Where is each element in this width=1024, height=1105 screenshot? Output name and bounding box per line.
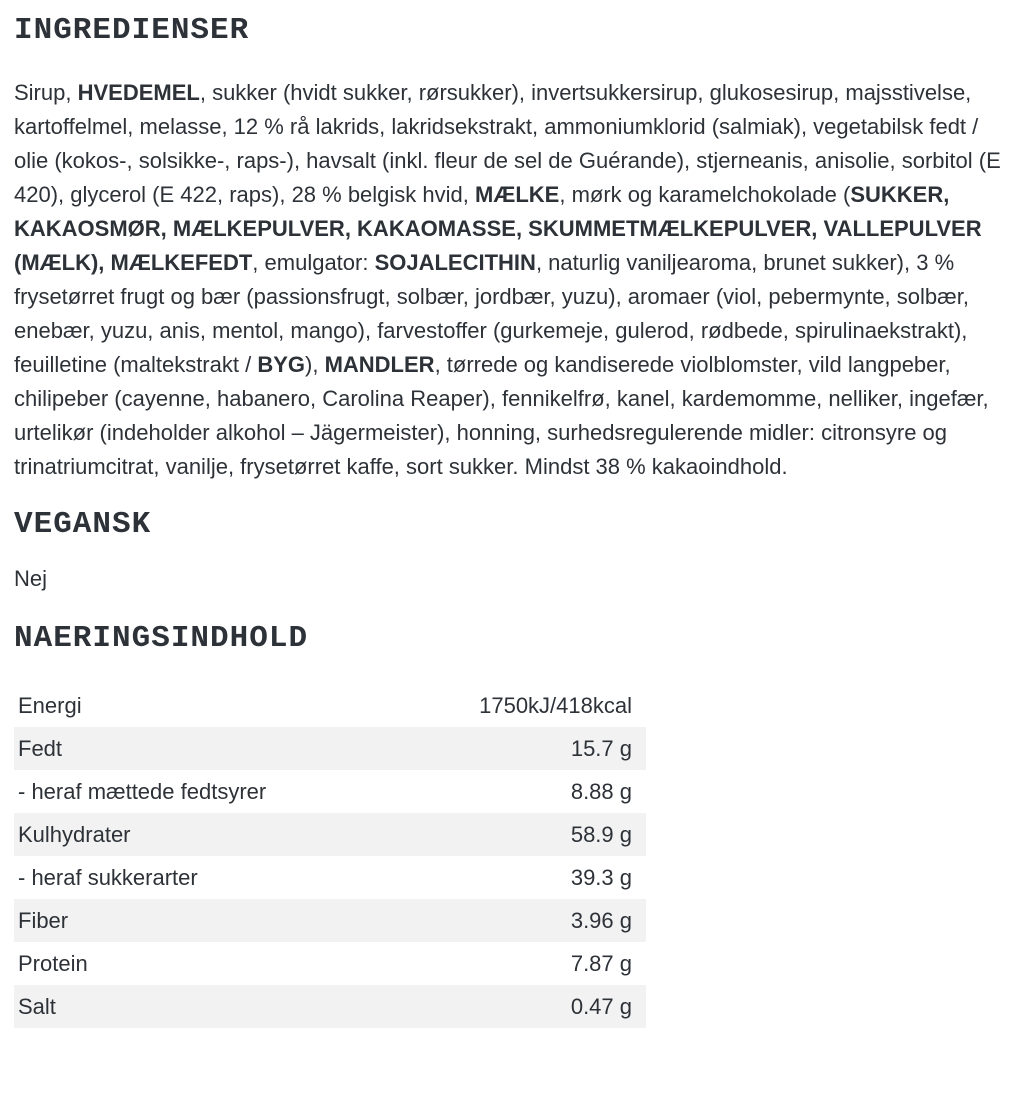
nutrition-row-label: Kulhydrater [18, 822, 131, 847]
nutrition-row-label: Fedt [18, 736, 63, 761]
ingredient-text: Sirup, [14, 80, 78, 105]
ingredients-heading: INGREDIENSER [14, 13, 250, 48]
nutrition-row [14, 770, 646, 813]
nutrition-row-value: 15.7 g [570, 736, 632, 761]
nutrition-row [14, 684, 646, 727]
ingredient-text: , sukker (hvidt sukker, rørsukker), invertsukkersirup, glukosesirup, majsstivelse, kartoffelmel, melasse, 12 % rå lakrids, lakridsekstrakt, ammoniumklorid (salmiak), vegetabilsk fedt / olie (kokos-, solsikke-, raps-), havsalt (inkl. fleur de sel de Guérande), stjerneanis, anisolie, sorbitol (E 420), glycerol (E 422, raps), 28 % belgisk hvid, [14, 80, 1001, 207]
nutrition-row-value: 7.87 g [570, 951, 632, 976]
ingredient-allergen-text: MÆLKE [475, 182, 560, 207]
nutrition-row [14, 942, 646, 985]
nutrition-row [14, 856, 646, 899]
ingredient-text: , emulgator: [252, 250, 375, 275]
ingredient-text: , naturlig vaniljearoma, brunet sukker), 3 % frysetørret frugt og bær (passionsfrugt, solbær, jordbær, yuzu), aromaer (viol, pebermynte, solbær, enebær, yuzu, anis, mentol, mango), farvestoffer (gurkemeje, gulerod, rødbede, spirulinaekstrakt), feuilletine (maltekstrakt / [14, 250, 969, 377]
ingredient-allergen-text: SUKKER, KAKAOSMØR, MÆLKEPULVER, KAKAOMASSE, SKUMMETMÆLKEPULVER, VALLEPULVER (MÆLK), MÆLKEFEDT [14, 182, 982, 275]
nutrition-row-value: 1750kJ/418kcal [479, 693, 632, 718]
nutrition-row-label: - heraf mættede fedtsyrer [18, 779, 267, 804]
nutrition-row-value: 8.88 g [570, 779, 632, 804]
vegan-heading: VEGANSK [14, 507, 152, 542]
nutrition-row [14, 813, 646, 856]
nutrition-row-label: Salt [18, 994, 56, 1019]
nutrition-row-label: Energi [18, 693, 82, 718]
nutrition-row [14, 985, 646, 1028]
nutrition-row-value: 3.96 g [570, 908, 632, 933]
nutrition-row-value: 39.3 g [570, 865, 632, 890]
nutrition-row-label: Protein [18, 951, 88, 976]
nutrition-row-value: 58.9 g [570, 822, 632, 847]
ingredients-text [14, 76, 1010, 484]
ingredient-text: , mørk og karamelchokolade ( [559, 182, 851, 207]
ingredient-allergen-text: BYG [257, 352, 305, 377]
ingredient-text: ), [305, 352, 325, 377]
ingredient-allergen-text: HVEDEMEL [77, 80, 200, 105]
ingredient-text: , tørrede og kandiserede violblomster, vild langpeber, chilipeber (cayenne, habanero, Carolina Reaper), fennikelfrø, kanel, kardemomme, nelliker, ingefær, urtelikør (indeholder alkohol – Jägermeister), honning, surhedsregulerende midler: citronsyre og trinatriumcitrat, vanilje, frysetørret kaffe, sort sukker. Mindst 38 % kakaoindhold. [14, 352, 989, 479]
ingredient-allergen-text: SOJALECITHIN [374, 250, 536, 275]
nutrition-row [14, 727, 646, 770]
vegan-value: Nej [14, 566, 48, 591]
nutrition-row [14, 899, 646, 942]
nutrition-heading: NAERINGSINDHOLD [14, 621, 309, 656]
ingredient-allergen-text: MANDLER [324, 352, 435, 377]
nutrition-row-label: - heraf sukkerarter [18, 865, 198, 890]
nutrition-row-value: 0.47 g [570, 994, 632, 1019]
nutrition-table [14, 684, 646, 1028]
nutrition-row-label: Fiber [18, 908, 69, 933]
